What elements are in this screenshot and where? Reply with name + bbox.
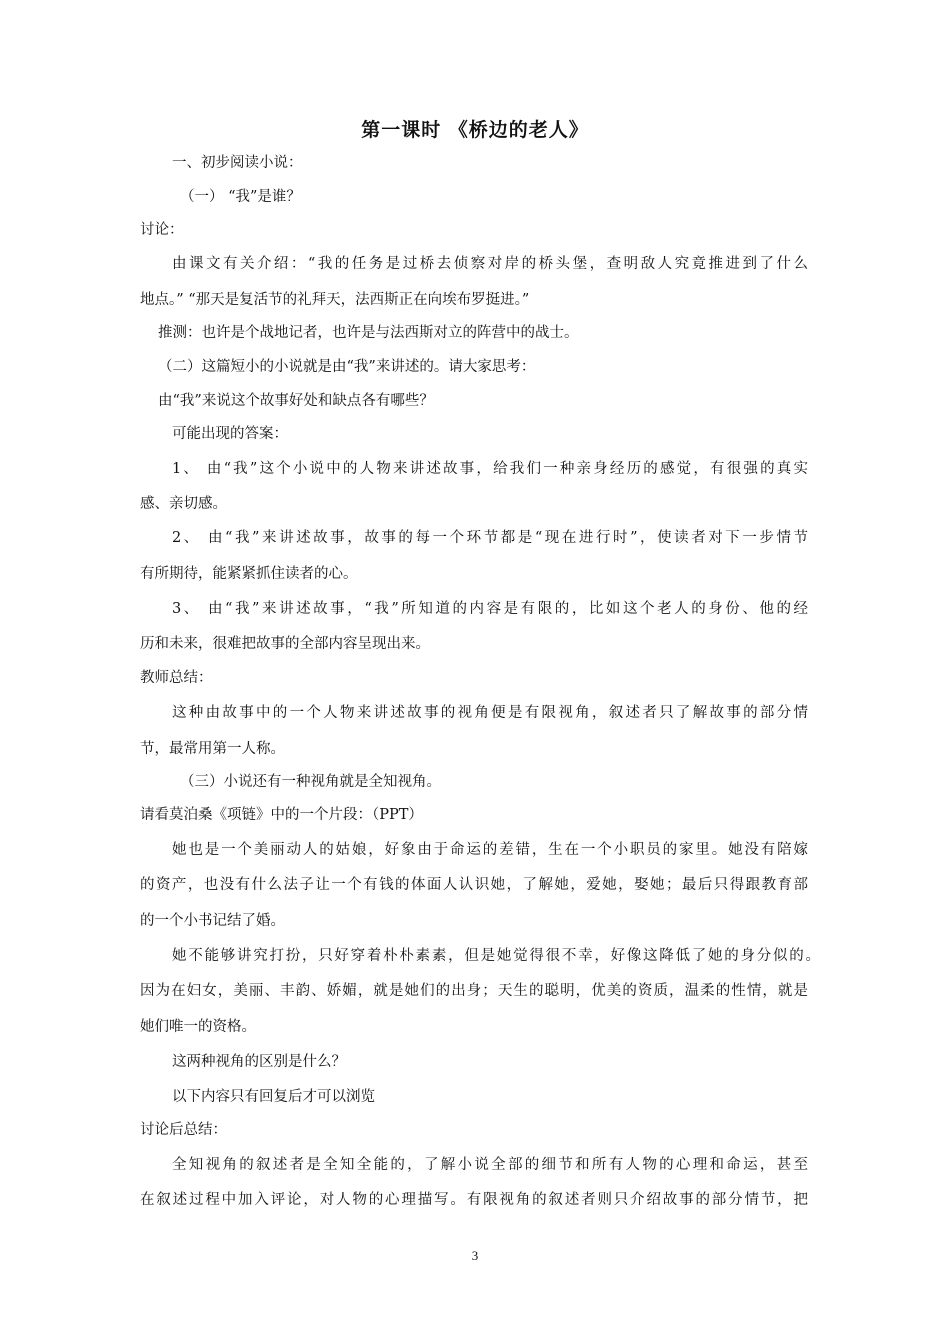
text-line: 地点。” “那天是复活节的礼拜天，法西斯正在向埃布罗挺进。” — [140, 292, 530, 308]
text-line: 她也是一个美丽动人的姑娘，好象由于命运的差错，生在一个小职员的家里。她没有陪嫁 — [172, 842, 808, 858]
text-line: 1、 由“我”这个小说中的人物来讲述故事，给我们一种亲身经历的感觉，有很强的真实 — [172, 461, 808, 477]
text-line: 推测：也许是个战地记者，也许是与法西斯对立的阵营中的战士。 — [158, 325, 579, 341]
page-number: 3 — [471, 1248, 479, 1263]
text-line: 的资产，也没有什么法子让一个有钱的体面人认识她，了解她，爱她，娶她；最后只得跟教育部 — [140, 877, 808, 893]
text-line: 有所期待，能紧紧抓住读者的心。 — [140, 566, 358, 582]
text-line: 因为在妇女，美丽、丰韵、娇媚，就是她们的出身；天生的聪明，优美的资质，温柔的性情，就是 — [140, 983, 808, 999]
text-line: 节，最常用第一人称。 — [140, 741, 285, 757]
text-line: 她不能够讲究打扮，只好穿着朴朴素素，但是她觉得很不幸，好像这降低了她的身分似的。 — [172, 948, 820, 964]
text-line: 这种由故事中的一个人物来讲述故事的视角便是有限视角，叙述者只了解故事的部分情 — [172, 705, 808, 721]
text-line: 讨论后总结： — [140, 1122, 227, 1138]
text-line: （一） “我”是谁？ — [180, 189, 301, 205]
text-line: 全知视角的叙述者是全知全能的，了解小说全部的细节和所有人物的心理和命运，甚至 — [172, 1157, 808, 1173]
text-line: 以下内容只有回复后才可以浏览 — [172, 1089, 375, 1105]
text-line: 教师总结： — [140, 670, 213, 686]
text-line: 在叙述过程中加入评论，对人物的心理描写。有限视角的叙述者则只介绍故事的部分情节，把 — [140, 1192, 808, 1208]
text-line: 的一个小书记结了婚。 — [140, 913, 285, 929]
text-line: 她们唯一的资格。 — [140, 1019, 256, 1035]
text-line: 3、 由“我”来讲述故事，“我”所知道的内容是有限的，比如这个老人的身份、他的经 — [172, 601, 808, 617]
page-title: 第一课时 《桥边的老人》 — [361, 119, 589, 141]
text-line: （二）这篇短小的小说就是由“我”来讲述的。请大家思考： — [158, 359, 536, 375]
text-line: 由课文有关介绍：“我的任务是过桥去侦察对岸的桥头堡，查明敌人究竟推进到了什么 — [172, 256, 808, 272]
text-line: 历和未来，很难把故事的全部内容呈现出来。 — [140, 636, 430, 652]
text-line: 2、 由“我”来讲述故事，故事的每一个环节都是“现在进行时”，使读者对下一步情节 — [172, 530, 808, 546]
text-line: 感、亲切感。 — [140, 496, 227, 512]
text-line: 由“我”来说这个故事好处和缺点各有哪些？ — [158, 393, 434, 409]
text-line: 可能出现的答案： — [172, 426, 288, 442]
text-line: 一、初步阅读小说： — [172, 155, 303, 171]
text-line: 讨论： — [140, 222, 184, 238]
text-line: 这两种视角的区别是什么？ — [172, 1054, 346, 1070]
text-line: 请看莫泊桑《项链》中的一个片段：（PPT） — [140, 807, 423, 823]
text-line: （三）小说还有一种视角就是全知视角。 — [180, 774, 441, 790]
